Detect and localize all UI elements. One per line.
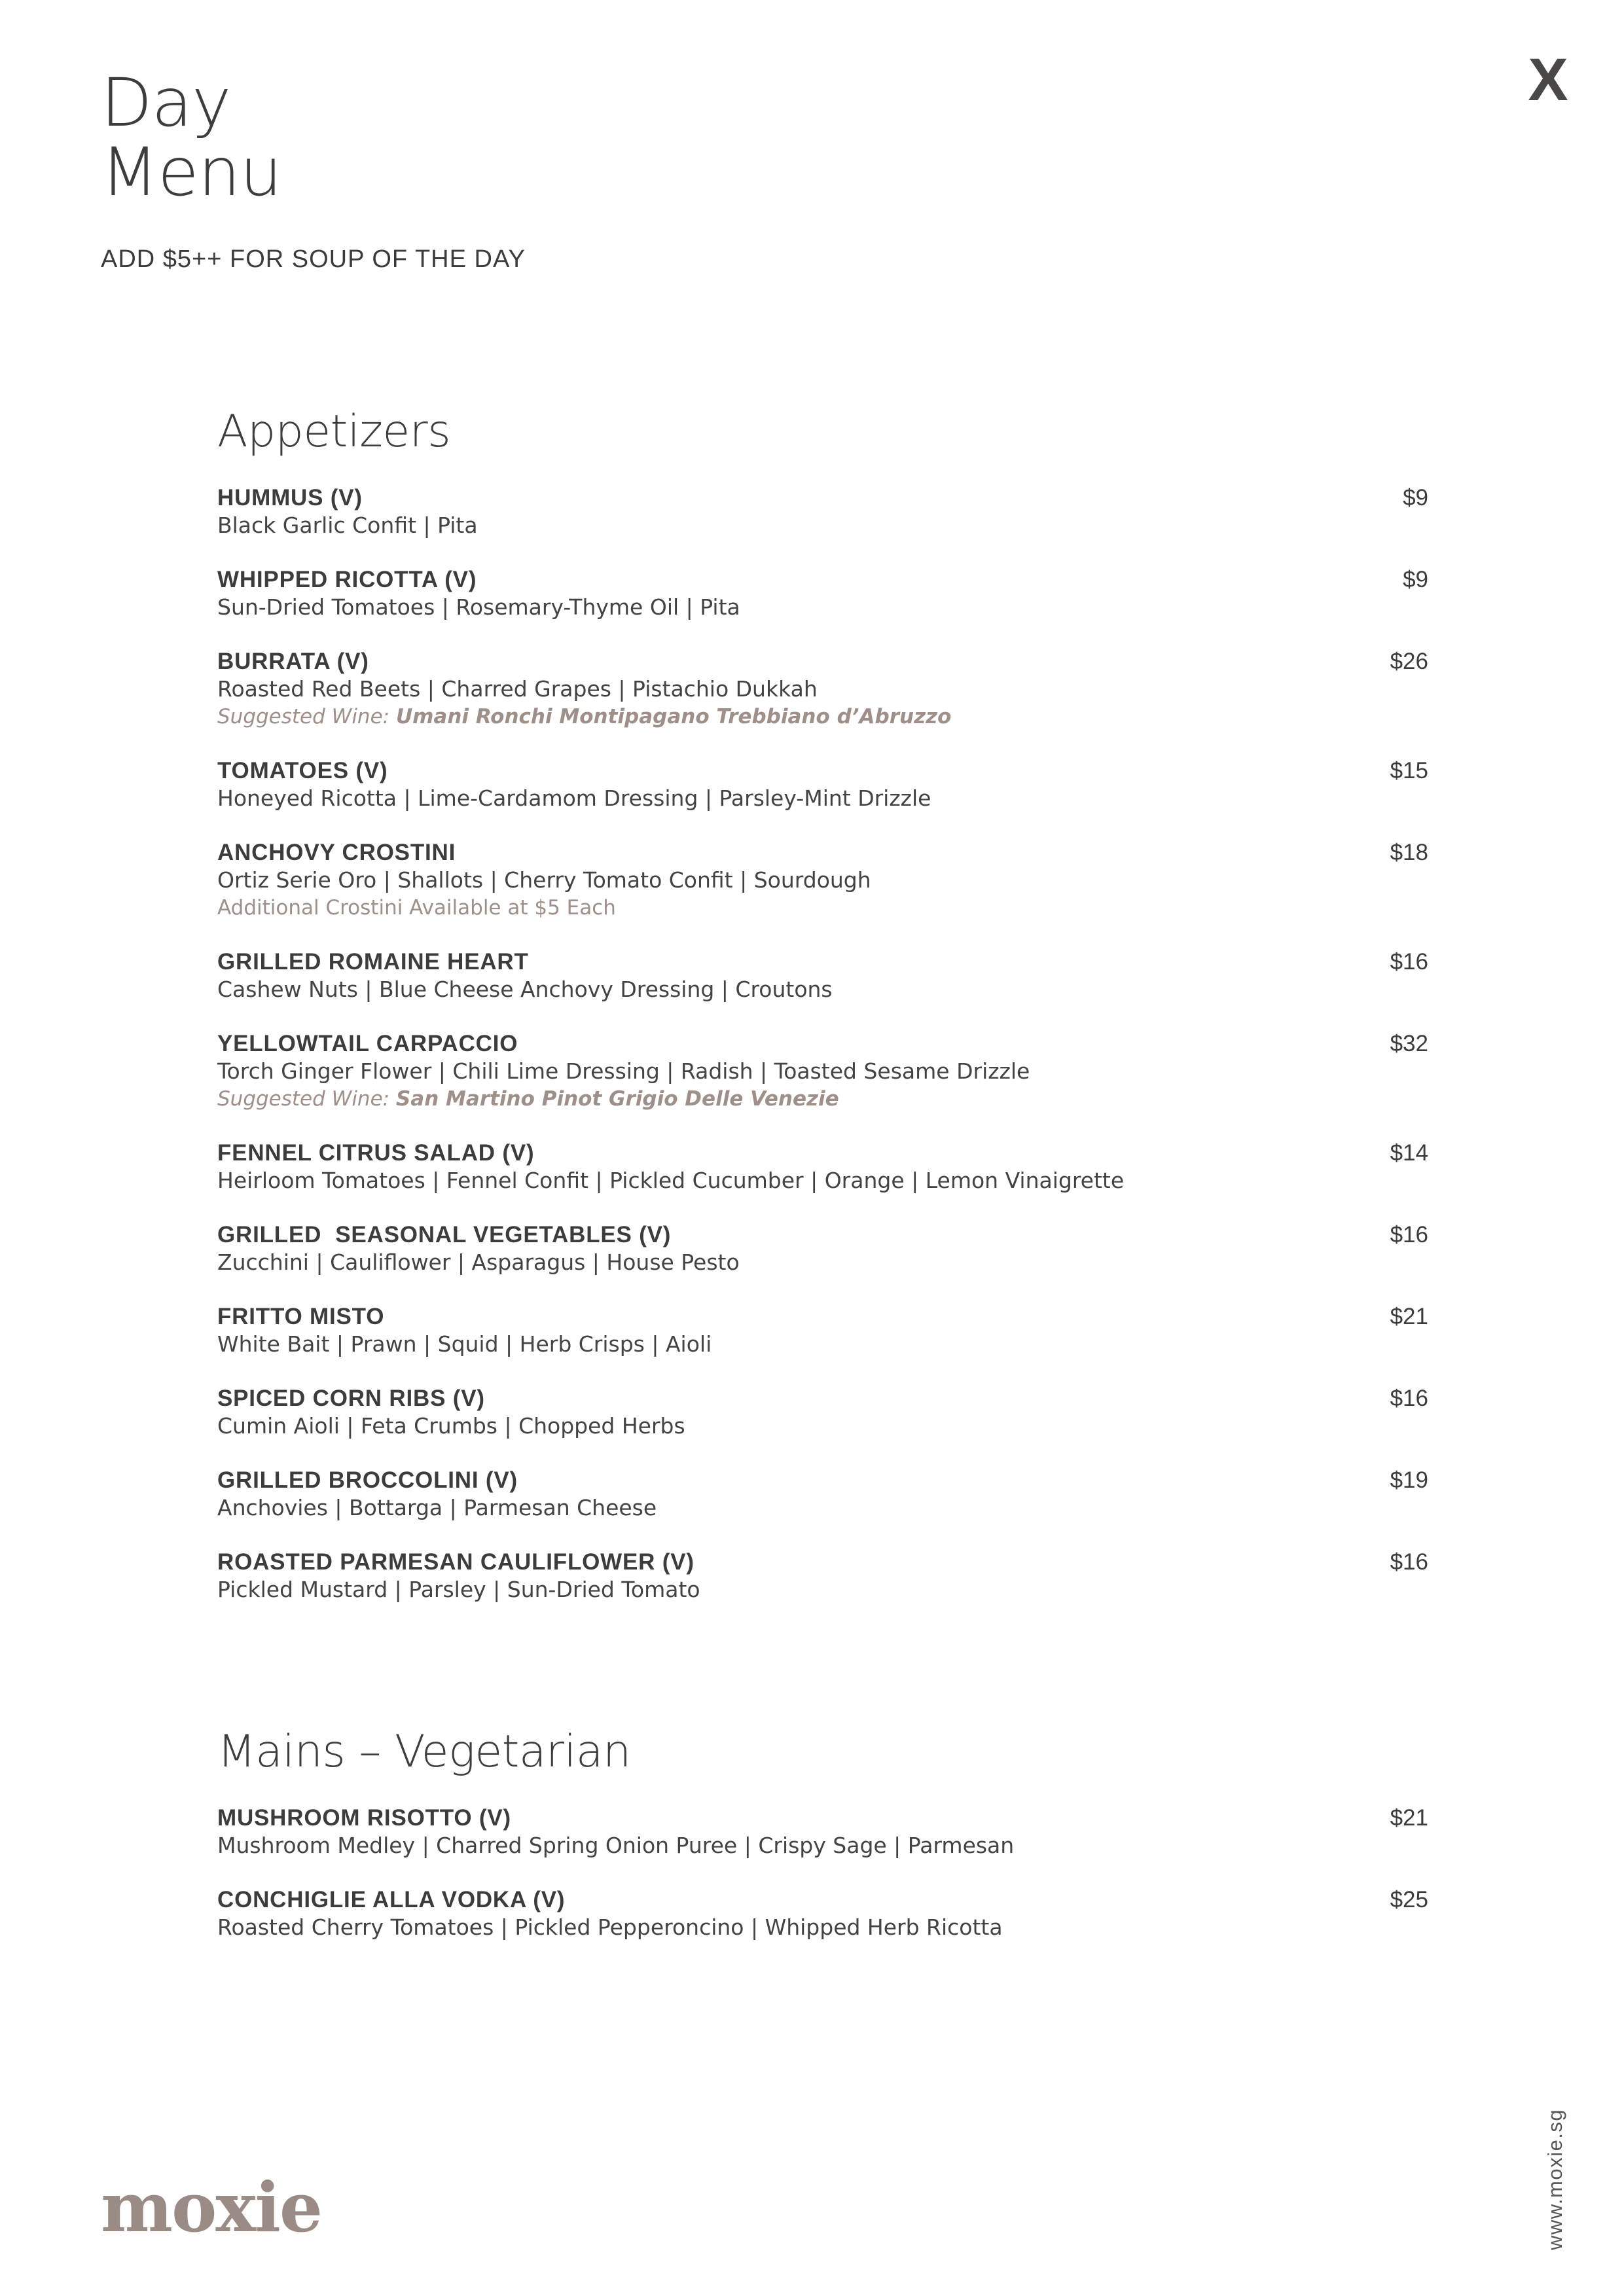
item-description: Pickled Mustard | Parsley | Sun-Dried Tomato [217,1577,700,1602]
item-price: $9 [1403,485,1428,511]
item-description: Roasted Red Beets | Charred Grapes | Pistachio Dukkah [217,676,818,702]
item-name: GRILLED BROCCOLINI (V) [217,1467,518,1493]
suggested-wine [217,703,1297,730]
item-description: Torch Ginger Flower | Chili Lime Dressing | Radish | Toasted Sesame Drizzle [217,1058,1030,1084]
section-heading-mains-vegetarian: Mains – Vegetarian [217,1726,631,1778]
menu-item [217,1549,1428,1604]
suggested-wine-label: Suggested Wine: [217,705,390,728]
item-name: CONCHIGLIE ALLA VODKA (V) [217,1887,566,1912]
menu-item [217,1303,1428,1358]
menu-item [217,1385,1428,1440]
item-description: Cashew Nuts | Blue Cheese Anchovy Dressing | Croutons [217,977,833,1002]
suggested-wine-name: Umani Ronchi Montipagano Trebbiano d’Abruzzo [395,705,952,728]
menu-item [217,1886,1428,1941]
section-heading-appetizers: Appetizers [217,406,451,457]
menu-item [217,648,1428,730]
item-name: MUSHROOM RISOTTO (V) [217,1805,511,1831]
item-description: Ortiz Serie Oro | Shallots | Cherry Tomato Confit | Sourdough [217,867,871,893]
menu-item [217,1467,1428,1522]
menu-item [217,566,1428,621]
item-price: $25 [1390,1887,1428,1912]
item-name: GRILLED ROMAINE HEART [217,949,529,975]
item-name: FENNEL CITRUS SALAD (V) [217,1140,535,1166]
item-description: Cumin Aioli | Feta Crumbs | Chopped Herbs [217,1413,685,1439]
page-title [101,64,282,211]
item-price: $16 [1390,1386,1428,1411]
item-price: $21 [1390,1805,1428,1831]
item-price: $14 [1390,1140,1428,1166]
appetizers-section [217,406,1428,1604]
website-url[interactable]: www.moxie.sg [1543,2108,1566,2251]
suggested-wine [217,1085,1297,1113]
close-icon[interactable]: X [1528,46,1568,113]
item-price: $16 [1390,1222,1428,1247]
item-description: Sun-Dried Tomatoes | Rosemary-Thyme Oil | Pita [217,594,740,620]
appetizers-list [217,484,1428,1604]
menu-item [217,757,1428,812]
menu-item [217,1139,1428,1194]
item-name: ROASTED PARMESAN CAULIFLOWER (V) [217,1549,695,1575]
item-price: $18 [1390,840,1428,865]
menu-item [217,1221,1428,1276]
title-line-menu: Menu [101,134,282,211]
item-name: ANCHOVY CROSTINI [217,840,456,865]
menu-item [217,839,1428,922]
menu-item [217,948,1428,1003]
item-name: HUMMUS (V) [217,485,363,511]
item-note: Additional Crostini Available at $5 Each [217,896,616,920]
item-price: $26 [1390,649,1428,674]
title-line-day: Day [101,64,231,142]
item-price: $32 [1390,1031,1428,1056]
suggested-wine-name: San Martino Pinot Grigio Delle Venezie [395,1087,839,1111]
item-name: FRITTO MISTO [217,1304,385,1329]
item-description: Black Garlic Confit | Pita [217,512,478,538]
item-name: BURRATA (V) [217,649,369,674]
item-description: Heirloom Tomatoes | Fennel Confit | Pickled Cucumber | Orange | Lemon Vinaigrette [217,1168,1125,1193]
menu-item [217,484,1428,539]
item-name: SPICED CORN RIBS (V) [217,1386,485,1411]
item-price: $9 [1403,567,1428,592]
item-description: Roasted Cherry Tomatoes | Pickled Pepperoncino | Whipped Herb Ricotta [217,1914,1003,1940]
moxie-logo: moxie [101,2167,322,2248]
mains-vegetarian-list [217,1804,1428,1941]
item-price: $21 [1390,1304,1428,1329]
item-price: $16 [1390,949,1428,975]
item-description: Zucchini | Cauliflower | Asparagus | House Pesto [217,1249,740,1275]
suggested-wine-label: Suggested Wine: [217,1087,390,1111]
mains-vegetarian-section [217,1726,1428,1941]
item-description: White Bait | Prawn | Squid | Herb Crisps | Aioli [217,1331,712,1357]
item-price: $19 [1390,1467,1428,1493]
item-description: Honeyed Ricotta | Lime-Cardamom Dressing | Parsley-Mint Drizzle [217,785,931,811]
item-price: $16 [1390,1549,1428,1575]
item-name: TOMATOES (V) [217,758,388,783]
item-description: Mushroom Medley | Charred Spring Onion Puree | Crispy Sage | Parmesan [217,1833,1015,1858]
soup-note: ADD $5++ FOR SOUP OF THE DAY [101,245,526,273]
item-name: WHIPPED RICOTTA (V) [217,567,477,592]
item-description: Anchovies | Bottarga | Parmesan Cheese [217,1495,657,1520]
item-name: GRILLED SEASONAL VEGETABLES (V) [217,1222,672,1247]
item-name: YELLOWTAIL CARPACCIO [217,1031,518,1056]
menu-item [217,1030,1428,1113]
menu-item [217,1804,1428,1859]
item-price: $15 [1390,758,1428,783]
